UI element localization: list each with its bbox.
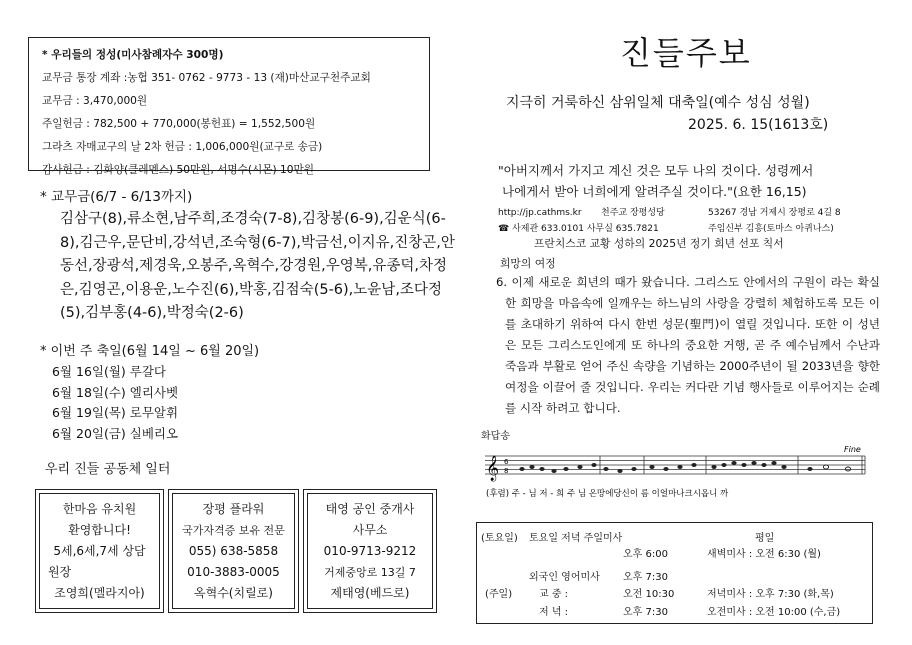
ad-line: 제태영(베드로) [330,586,410,600]
sun-label: (주일) [485,589,513,600]
offering-heading: * 우리들의 정성(미사참례자수 300명) [42,49,224,61]
issue-date: 2025. 6. 15(1613호) [688,117,829,133]
ad-line: 환영합니다! [68,523,131,537]
ad-line: 조영희(멜라지아) [54,586,145,600]
feasts-heading: * 이번 주 축일(6월 14일 ~ 6월 20일) [40,344,260,359]
ad-line: 한마음 유치원 [62,502,137,516]
ad-realty [303,489,437,613]
parish-church: 천주교 장평성당 [601,208,665,218]
school-mass: 교 중 : [539,589,569,600]
parish-address: 53267 경남 거제시 장평로 4길 8 [708,208,841,218]
offering-sunday: 주일헌금 : 782,500 + 770,000(봉헌표) = 1,552,500원 [42,118,316,130]
ad-line: 5세,6세,7세 상담 [53,544,146,558]
feasts-section [40,342,259,444]
jubilee-sub: 희망의 여정 [500,257,556,270]
feast-day: 지극히 거룩하신 삼위일체 대축일(예수 성심 성월) [506,95,810,111]
ad-line: 국가자격증 보유 전문 [182,524,285,537]
ad-line: 장평 플라워 [202,502,265,516]
dues-names: 김삼구(8),류소현,남주희,조경숙(7-8),김창봉(6-9),김운식(6-8),김근우,문단비,강석년,조숙형(6-7),박금선,이지유,진창곤,안동선,장광석,제경욱,오봉주,옥혁수,강경원,우영복,유종덕,차정은,김영곤,이용운,노수진(6),박홍,김점숙(5-6),노윤남,조다정(5),김부홍(4-6),박정숙(2-6) [60,211,455,321]
ad-line: 010-9713-9212 [323,544,417,558]
ad-line: 사무소 [352,523,388,537]
weekday-title: 평일 [755,533,775,544]
evening-mass: 저 녁 : [539,607,569,618]
foreign-time: 오후 7:30 [623,572,668,583]
parish-office: ☎ 사제관 633.0101 사무실 635.7821 [498,224,659,234]
feast-item: 6월 20일(금) 실베리오 [52,425,179,441]
ad-line: 010-3883-0005 [187,565,280,579]
sat-mass: 토요일 저녁 주일미사 [529,533,623,544]
community-title: 우리 진들 공동체 일터 [45,462,171,477]
jubilee-paragraph: 6. 이제 새로운 희년의 때가 왔습니다. 그리스도 안에서의 구원이 라는 확실한 희망을 마음속에 일깨우는 하느님의 사랑을 강렬히 체험하도록 모든 이를 초대하기 위하여 다시 한번 성문(聖門)이 열릴 것입니다. 또한 이 성년은 모든 그리스도인에게 또 하나의 중요한 거행, 곧 주 예수님께서 수난과 죽음과 부활로 얻어 주신 속량을 기념하는 2000주년이 될 2033년을 향한 여정을 이끌어 줄 것입니다. 우리는 커다란 기념 행사들로 이루어지는 순례를 시작 하려고 합니다. [496,275,880,415]
psalm-lyrics: (후렴) 주 - 님 저 - 희 주 님 온땅에당신이 름 이얼마나크시옵니 까 [486,489,729,499]
mass-schedule [476,522,873,624]
dues-section [40,186,460,326]
foreign-mass: 외국인 영어미사 [529,572,600,583]
dawn-mass: 새벽미사 : 오전 6:30 (월) [707,549,821,560]
ad-line: 옥혁수(치릴로) [194,586,273,600]
time-sig: 8 [504,467,509,475]
ad-line: 거제중앙로 13길 7 [324,566,416,579]
ad-line: 태영 공인 중개사 [325,502,415,516]
offering-graz: 그라츠 자매교구의 날 2차 헌금 : 1,006,000원(교구로 송금) [42,141,323,153]
psalm-staff [480,442,870,506]
feast-item: 6월 18일(수) 엘리사벳 [52,384,179,400]
ad-kindergarten [35,489,164,613]
school-time: 오전 10:30 [623,589,675,600]
ad-line: 원장 [48,565,72,579]
scripture-quote-2: 나에게서 받아 너희에게 알려주실 것이다."(요한 16,15) [502,184,807,199]
psalm-label: 화답송 [481,431,510,442]
scripture-quote-1: "아버지께서 가지고 계신 것은 모두 나의 것이다. 성령께서 [498,163,814,178]
offering-account: 교무금 통장 계좌 :농협 351- 0762 - 9773 - 13 (재)마산교구천주교회 [42,72,371,84]
weekday-evening: 저녁미사 : 오후 7:30 (화,목) [707,589,834,600]
weekday-morning: 오전미사 : 오전 10:00 (수,금) [707,607,841,618]
parish-url[interactable]: http://jp.cathms.kr [498,208,582,218]
fine-mark: Fine [844,445,861,454]
offering-box [28,37,430,176]
dues-heading: * 교무금(6/7 - 6/13까지) [40,189,193,205]
feast-item: 6월 19일(목) 로무알휘 [52,405,179,420]
parish-priest: 주임신부 김흥(토마스 아퀴나스) [708,224,834,234]
sat-time: 오후 6:00 [623,549,668,560]
sat-label: (토요일) [481,533,518,544]
evening-time: 오후 7:30 [623,607,668,618]
feast-item: 6월 16일(월) 루갈다 [52,364,167,379]
jubilee-heading: 프란치스코 교황 성하의 2025년 정기 희년 선포 칙서 [534,237,784,250]
treble-clef-icon: 𝄞 [486,456,500,481]
offering-thanks: 감사헌금 : 김화양(클레멘스) 50만원, 서명수(시몬) 10만원 [42,164,314,176]
ad-flower [168,489,299,613]
ad-line: 055) 638-5858 [188,544,279,558]
bulletin-title: 진들주보 [620,34,752,72]
offering-dues: 교무금 : 3,470,000원 [42,95,148,107]
notes [519,461,850,473]
time-sig: 6 [504,458,509,466]
